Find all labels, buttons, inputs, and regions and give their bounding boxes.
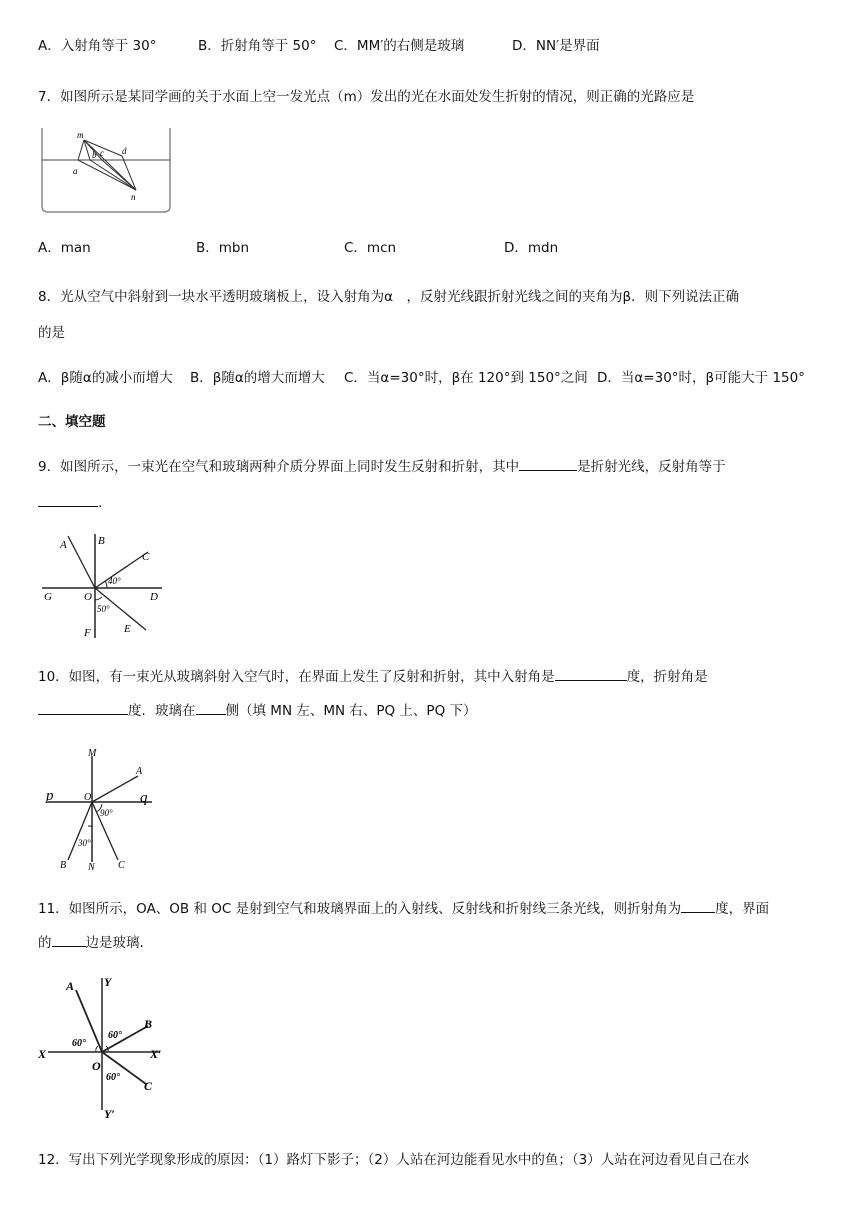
q11-label-A: A xyxy=(66,979,75,993)
q9-angle-40: 40° xyxy=(108,576,121,586)
q10-angle-30: 30° xyxy=(78,838,91,848)
q10-label-A: A xyxy=(136,766,143,777)
q11-label-B: B xyxy=(144,1017,153,1031)
q8-option-a: A．β随α的减小而增大 xyxy=(38,370,173,386)
q8-option-b: B．β随α的增大而增大 xyxy=(190,370,325,386)
q9-text-1: 9．如图所示，一束光在空气和玻璃两种介质分界面上同时发生反射和折射，其中 xyxy=(38,459,520,475)
q10-label-q: q xyxy=(140,790,148,806)
q11-angle-left: 60° xyxy=(72,1038,86,1049)
q6-option-b: B．折射角等于 50° xyxy=(198,38,317,54)
q10-text-2: 度，折射角是 xyxy=(626,669,708,685)
q10-text-3: 度．玻璃在 xyxy=(128,703,196,719)
q9-label-B: B xyxy=(98,535,105,547)
q11-label-Y-prime: Y′ xyxy=(104,1107,115,1120)
q11-figure xyxy=(38,972,170,1120)
q7-options xyxy=(38,238,558,258)
q7-label-a: a xyxy=(73,166,78,176)
q9-stem-cont xyxy=(38,492,102,513)
q7-label-b: b xyxy=(92,150,97,160)
q9-label-O: O xyxy=(84,591,92,603)
q10-blank-2[interactable] xyxy=(38,700,128,715)
q11-angle-right: 60° xyxy=(108,1030,122,1041)
section-heading: 二、填空题 xyxy=(38,414,106,430)
q8-stem-line2: 的是 xyxy=(38,325,65,341)
q9-label-C: C xyxy=(142,551,150,563)
q7-label-c: c xyxy=(100,148,104,158)
q11-angle-bottom: 60° xyxy=(106,1072,120,1083)
q8-stem-line1: 8．光从空气中斜射到一块水平透明玻璃板上，设入射角为α ，反射光线跟折射光线之间的夹角为β．则下列说法正确 xyxy=(38,289,740,305)
q7-option-a: A．man xyxy=(38,240,91,256)
q10-label-C: C xyxy=(118,860,125,871)
q11-text-3: 的 xyxy=(38,935,52,951)
q10-label-O: O xyxy=(84,792,92,803)
q10-text-4: 侧（填 MN 左、MN 右、PQ 上、PQ 下） xyxy=(225,703,477,719)
q11-label-X-prime: X′ xyxy=(150,1047,162,1061)
q9-label-D: D xyxy=(150,591,158,603)
q10-stem-cont xyxy=(38,700,476,721)
q6-option-c: C．MM′的右侧是玻璃 xyxy=(334,38,465,54)
q10-figure xyxy=(40,746,160,872)
q6-option-d: D．NN′是界面 xyxy=(512,38,600,54)
q9-angle-50: 50° xyxy=(97,604,110,614)
q10-label-p: p xyxy=(46,788,54,804)
q7-label-m: m xyxy=(77,130,84,140)
q10-label-M: M xyxy=(88,748,97,759)
q7-figure xyxy=(40,128,172,214)
q11-text-2: 度，界面 xyxy=(715,901,770,917)
q10-blank-1[interactable] xyxy=(555,666,627,681)
q9-label-E: E xyxy=(124,623,131,635)
q6-option-a: A．入射角等于 30° xyxy=(38,38,157,54)
q11-blank-1[interactable] xyxy=(681,898,715,913)
q8-options xyxy=(38,368,805,388)
q8-option-c: C．当α=30°时，β在 120°到 150°之间 xyxy=(344,370,588,386)
q9-label-A: A xyxy=(60,539,67,551)
q9-text-3: . xyxy=(98,495,103,511)
q8-option-d: D．当α=30°时，β可能大于 150° xyxy=(597,370,805,386)
q7-option-d: D．mdn xyxy=(504,240,559,256)
q11-text-1: 11．如图所示，OA、OB 和 OC 是射到空气和玻璃界面上的入射线、反射线和折射线三条光线，则折射角为 xyxy=(38,901,682,917)
q11-label-Y: Y xyxy=(104,975,112,989)
q7-label-n: n xyxy=(131,192,136,202)
q10-angle-90: 90° xyxy=(100,808,113,818)
q11-label-C: C xyxy=(144,1079,153,1093)
q7-label-d: d xyxy=(122,146,127,156)
q7-option-c: C．mcn xyxy=(344,240,397,256)
q7-stem: 7．如图所示是某同学画的关于水面上空一发光点（m）发出的光在水面处发生折射的情况，则正确的光路应是 xyxy=(38,89,695,105)
q11-label-O: O xyxy=(92,1059,101,1073)
q11-stem xyxy=(38,898,769,919)
q11-stem-cont xyxy=(38,932,144,953)
q11-label-X: X xyxy=(38,1047,47,1061)
q9-label-F: F xyxy=(84,627,91,639)
q11-blank-2[interactable] xyxy=(52,932,86,947)
q12-stem: 12．写出下列光学现象形成的原因：（1）路灯下影子；（2）人站在河边能看见水中的鱼；（3）人站在河边看见自己在水 xyxy=(38,1152,750,1168)
q9-blank-2[interactable] xyxy=(38,492,98,507)
q10-text-1: 10．如图，有一束光从玻璃斜射入空气时，在界面上发生了反射和折射，其中入射角是 xyxy=(38,669,555,685)
q10-blank-3[interactable] xyxy=(196,700,226,715)
q6-options xyxy=(38,36,600,56)
q9-text-2: 是折射光线，反射角等于 xyxy=(577,459,726,475)
q9-stem xyxy=(38,456,726,477)
q10-label-N: N xyxy=(88,862,95,872)
q9-blank-1[interactable] xyxy=(519,456,577,471)
q9-label-G: G xyxy=(44,591,52,603)
q7-option-b: B．mbn xyxy=(196,240,250,256)
q9-figure xyxy=(38,530,164,642)
q10-label-B: B xyxy=(60,860,67,871)
q10-stem xyxy=(38,666,708,687)
q11-text-4: 边是玻璃. xyxy=(85,935,144,951)
